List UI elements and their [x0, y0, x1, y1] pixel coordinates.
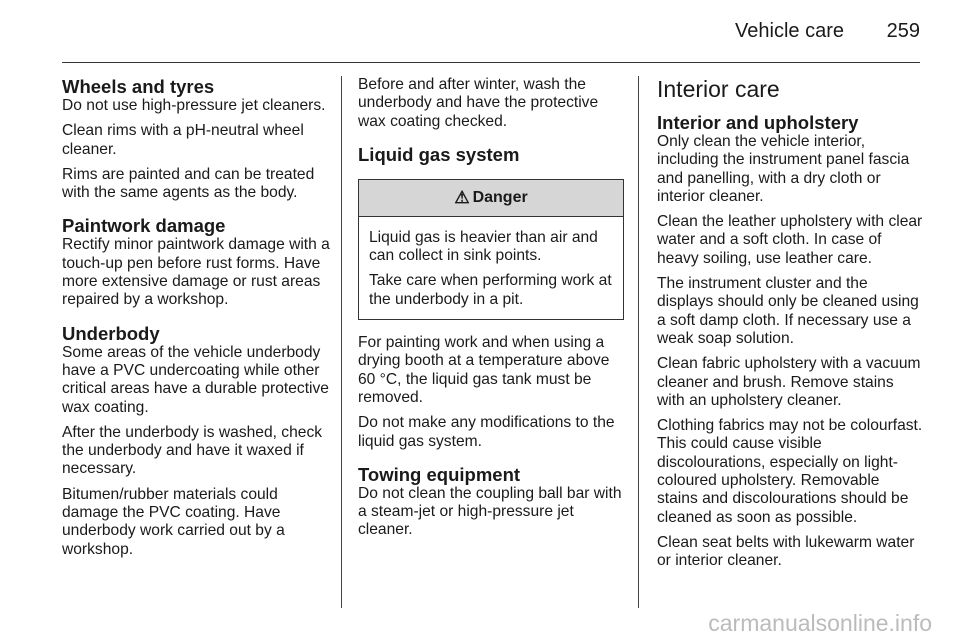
- column-2: [358, 76, 624, 547]
- heading-liquid-gas-system: Liquid gas system: [358, 143, 520, 165]
- column-divider: [341, 76, 342, 608]
- danger-title: Danger: [472, 188, 528, 206]
- column-divider: [638, 76, 639, 608]
- paragraph: Clean rims with a pH-neutral wheel cleaner.: [62, 122, 304, 158]
- heading-paintwork-damage: Paintwork damage: [62, 215, 226, 237]
- paragraph: Only clean the vehicle interior, including the instrument panel fascia and panelling, with a dry cloth or interior cleaner.: [657, 133, 910, 205]
- warning-triangle-icon: ⚠: [454, 187, 470, 207]
- section-title: Vehicle care: [735, 20, 844, 42]
- heading-underbody: Underbody: [62, 322, 160, 344]
- heading-wheels-and-tyres: Wheels and tyres: [62, 76, 215, 97]
- paragraph: After the underbody is washed, check the underbody and have it waxed if necessary.: [62, 423, 323, 478]
- paragraph: Clean fabric upholstery with a vacuum cleaner and brush. Remove stains with an upholstery cleaner.: [657, 355, 921, 409]
- watermark: carmanualsonline.info: [708, 610, 932, 636]
- paragraph: Liquid gas is heavier than air and can collect in sink points.: [369, 228, 598, 265]
- paragraph: Clean seat belts with lukewarm water or interior cleaner.: [657, 533, 915, 570]
- paragraph: Do not make any modifications to the liquid gas system.: [358, 414, 615, 450]
- column-1: [62, 76, 330, 566]
- paragraph: Rims are painted and can be treated with the same agents as the body.: [62, 165, 315, 202]
- danger-body: [359, 217, 623, 319]
- paragraph: Some areas of the vehicle underbody have a PVC undercoating while other critical areas have a durable protective wax coating.: [62, 343, 329, 416]
- paragraph: Do not use high-pressure jet cleaners.: [62, 97, 326, 114]
- page-header: [62, 0, 920, 63]
- column-3: [657, 76, 923, 578]
- paragraph: For painting work and when using a drying booth at a temperature above 60 °C, the liquid gas tank must be removed.: [358, 334, 610, 406]
- paragraph: Clothing fabrics may not be colourfast. This could cause visible discolourations, especially on light-coloured upholstery. Removable stains and discolourations should be cleaned as soon as possible.: [657, 417, 923, 526]
- heading-interior-care: Interior care: [657, 76, 780, 102]
- paragraph: Do not clean the coupling ball bar with a steam-jet or high-pressure jet cleaner.: [358, 484, 622, 539]
- paragraph: Before and after winter, wash the underbody and have the protective wax coating checked.: [358, 76, 599, 130]
- heading-towing-equipment: Towing equipment: [358, 463, 521, 485]
- paragraph: The instrument cluster and the displays should only be cleaned using a soft damp cloth. If necessary use a weak soap solution.: [657, 275, 919, 347]
- paragraph: Bitumen/rubber materials could damage the PVC coating. Have underbody work carried out by a workshop.: [62, 485, 285, 558]
- heading-interior-and-upholstery: Interior and upholstery: [657, 112, 859, 133]
- paragraph: Take care when performing work at the underbody in a pit.: [369, 272, 612, 308]
- paragraph: Rectify minor paintwork damage with a touch-up pen before rust forms. Have more extensive damage or rust areas repaired by a workshop.: [62, 236, 330, 309]
- danger-header: [359, 180, 623, 217]
- danger-box: [358, 179, 624, 320]
- page-number: 259: [886, 20, 920, 42]
- paragraph: Clean the leather upholstery with clear water and a soft cloth. In case of heavy soiling, use leather care.: [657, 213, 923, 267]
